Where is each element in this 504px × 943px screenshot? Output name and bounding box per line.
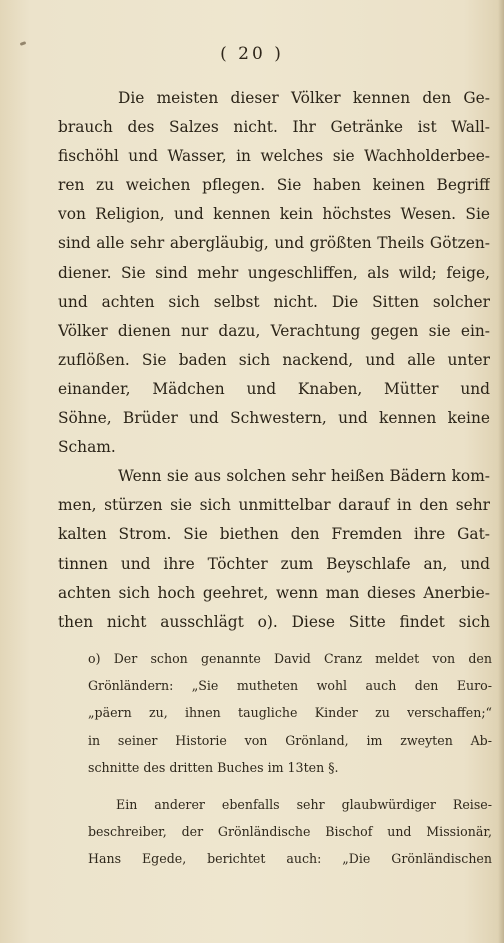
text-line: tinnen und ihre Töchter zum Beyschlafe an, und [58, 554, 490, 573]
main-text [58, 84, 490, 637]
text-line: kalten Strom. Sie biethen den Fremden ihre Gat- [58, 525, 490, 544]
footnote-line: beschreiber, der Grönländische Bischof und Missionär, [88, 824, 492, 840]
text-line: Scham. [58, 438, 116, 457]
footnote-line: in seiner Historie von Grönland, im zweyten Ab- [88, 732, 492, 748]
text-line: brauch des Salzes nicht. Ihr Getränke ist Wall- [58, 118, 490, 137]
text-line: Die meisten dieser Völker kennen den Ge- [118, 89, 490, 107]
text-line: Wenn sie aus solchen sehr heißen Bädern kom- [118, 467, 490, 486]
text-line: und achten sich selbst nicht. Die Sitten solcher [58, 292, 490, 311]
text-line: einander, Mädchen und Knaben, Mütter und [58, 379, 490, 398]
text-line: Völker dienen nur dazu, Verachtung gegen sie ein- [58, 321, 490, 340]
footnote-line: Hans Egede, berichtet auch: „Die Grönländischen [88, 851, 492, 867]
text-line: sind alle sehr abergläubig, und größten Theils Götzen- [58, 234, 490, 253]
footnote-line: Grönländern: „Sie mutheten wohl auch den Euro- [88, 678, 492, 694]
text-line: achten sich hoch geehret, wenn man dieses Anerbie- [58, 583, 490, 602]
text-line: zuflößen. Sie baden sich nackend, und alle unter [58, 350, 490, 369]
text-line: Söhne, Brüder und Schwestern, und kennen keine [58, 409, 490, 428]
text-line: fischöhl und Wasser, in welches sie Wachholderbee- [58, 147, 490, 166]
text-line: diener. Sie sind mehr ungeschliffen, als wild; feige, [58, 263, 490, 282]
text-line: then nicht ausschlägt o). Diese Sitte findet sich [58, 612, 490, 631]
footnotes [88, 645, 492, 873]
footnote-line: „päern zu, ihnen taugliche Kinder zu verschaffen;“ [88, 705, 492, 721]
text-line: ren zu weichen pflegen. Sie haben keinen Begriff [58, 176, 490, 195]
page-number: ( 20 ) [220, 44, 284, 64]
footnote-line: schnitte des dritten Buches im 13ten §. [88, 759, 339, 775]
footnote-line: Ein anderer ebenfalls sehr glaubwürdiger Reise- [116, 796, 492, 812]
text-line: men, stürzen sie sich unmittelbar darauf in den sehr [58, 496, 490, 515]
text-line: von Religion, und kennen kein höchstes Wesen. Sie [58, 205, 490, 224]
footnote-line: o) Der schon genannte David Cranz meldet von den [88, 651, 492, 666]
